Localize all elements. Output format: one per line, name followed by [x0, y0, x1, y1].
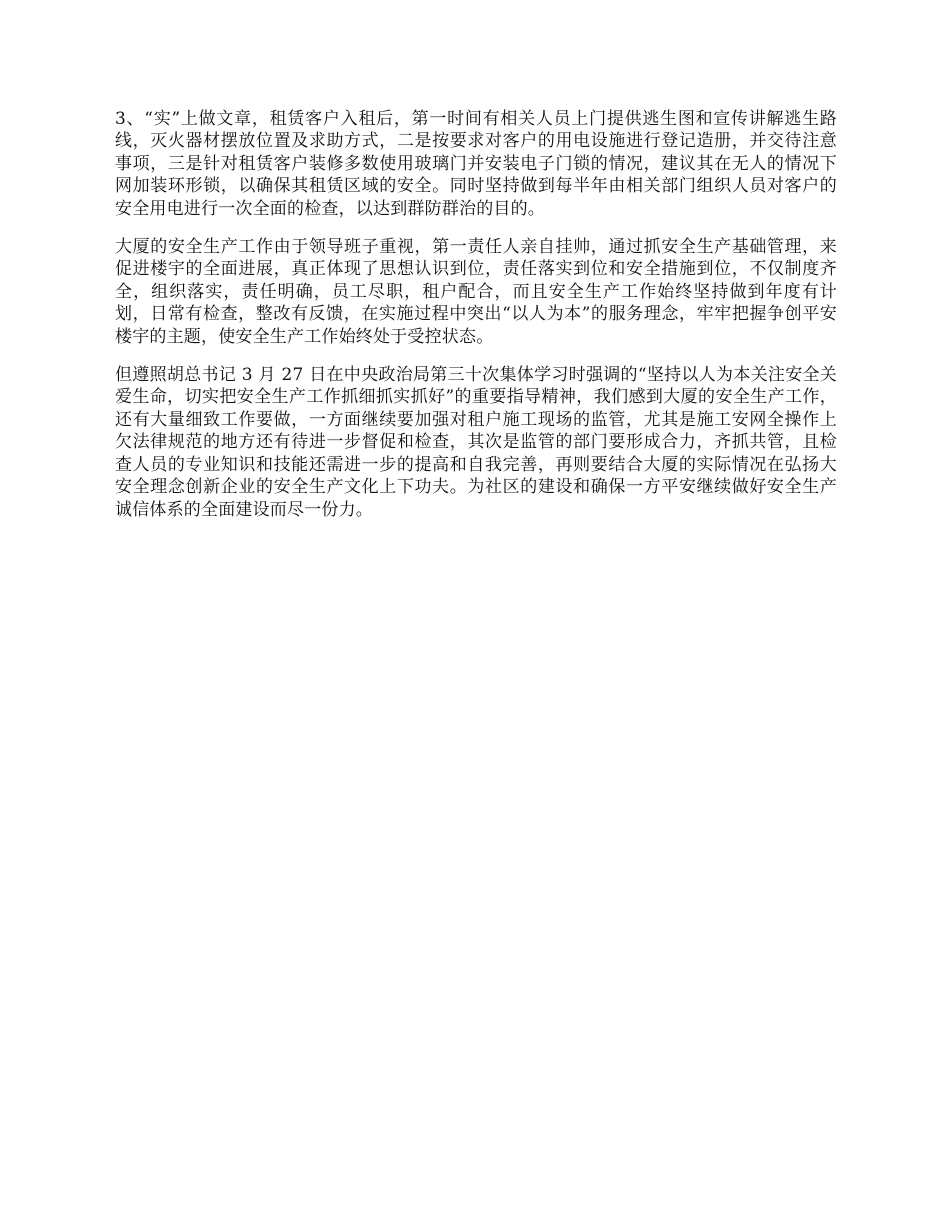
paragraph-tenant-safety: 3、“实”上做文章，租赁客户入租后，第一时间有相关人员上门提供逃生图和宣传讲解逃生路线，灭火器材摆放位置及求助方式，二是按要求对客户的用电设施进行登记造册，并交待注意事项，三是针对租赁客户装修多数使用玻璃门并安装电子门锁的情况，建议其在无人的情况下网加装环形锁，以确保其租赁区域的安全。同时坚持做到每半年由相关部门组织人员对客户的安全用电进行一次全面的检查，以达到群防群治的目的。 [115, 109, 837, 219]
paragraph-future-improvements: 但遵照胡总书记 3 月 27 日在中央政治局第三十次集体学习时强调的“坚持以人为本关注安全关爱生命，切实把安全生产工作抓细抓实抓好”的重要指导精神，我们感到大厦的安全生产工作，还有大量细致工作要做，一方面继续要加强对租户施工现场的监管，尤其是施工安网全操作上欠法律规范的地方还有待进一步督促和检查，其次是监管的部门要形成合力，齐抓共管，且检查人员的专业知识和技能还需进一步的提高和自我完善，再则要结合大厦的实际情况在弘扬大安全理念创新企业的安全生产文化上下功夫。为社区的建设和确保一方平安继续做好安全生产诚信体系的全面建设而尽一份力。 [115, 365, 837, 520]
document-body [115, 108, 837, 537]
paragraph-building-safety-work: 大厦的安全生产工作由于领导班子重视，第一责任人亲自挂帅，通过抓安全生产基础管理，来促进楼宇的全面进展，真正体现了思想认识到位，责任落实到位和安全措施到位，不仅制度齐全，组织落实，责任明确，员工尽职，租户配合，而且安全生产工作始终坚持做到年度有计划，日常有检查，整改有反馈，在实施过程中突出“以人为本”的服务理念，牢牢把握争创平安楼宇的主题，使安全生产工作始终处于受控状态。 [115, 237, 837, 347]
